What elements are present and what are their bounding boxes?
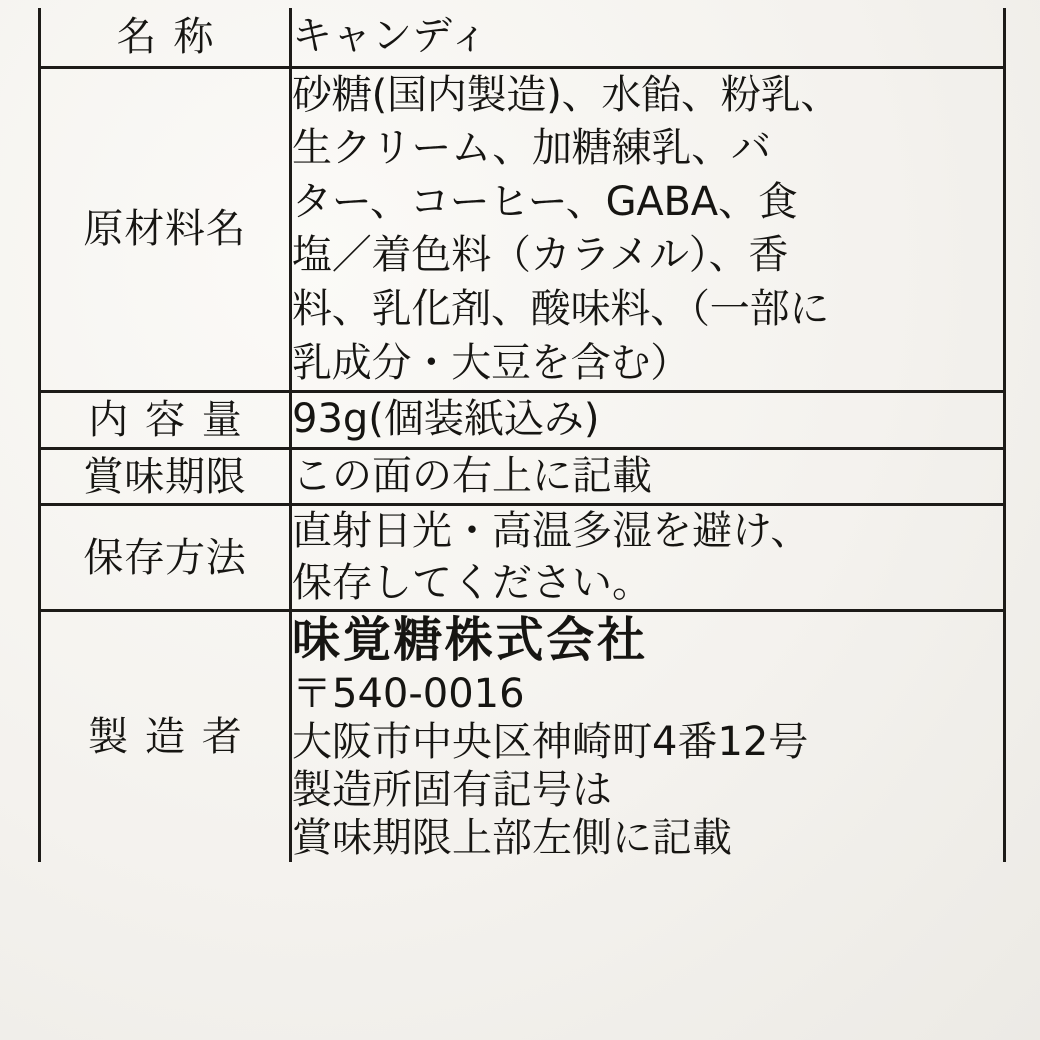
net-weight-text: 93g(個装紙込み) xyxy=(292,396,600,443)
ingredients-line-6: 乳成分・大豆を含む） xyxy=(292,339,690,386)
row-header-net-weight: 内容量 xyxy=(40,392,291,449)
row-header-name: 名称 xyxy=(40,8,291,67)
row-header-storage: 保存方法 xyxy=(40,505,291,610)
ingredients-line-4: 塩／着色料（カラメル）、香 xyxy=(292,232,789,279)
table-row-best-before xyxy=(40,448,1005,505)
best-before-text: この面の右上に記載 xyxy=(292,452,652,499)
manufacturer-postal-code: 〒540-0016 xyxy=(292,671,525,718)
row-value-best-before xyxy=(291,448,1005,505)
ingredients-line-1: 砂糖(国内製造)、水飴、粉乳、 xyxy=(292,71,841,118)
food-label xyxy=(38,8,1006,1034)
manufacturer-plant-code-note-2: 賞味期限上部左側に記載 xyxy=(292,815,732,862)
table-row-name xyxy=(40,8,1005,67)
manufacturer-plant-code-note-1: 製造所固有記号は xyxy=(292,767,612,814)
manufacturer-company-name: 味覚糖株式会社 xyxy=(292,611,649,668)
table-row-storage xyxy=(40,505,1005,610)
food-label-table xyxy=(38,8,1006,862)
row-value-manufacturer xyxy=(291,610,1005,862)
row-value-storage xyxy=(291,505,1005,610)
table-row-ingredients xyxy=(40,67,1005,392)
row-value-name xyxy=(291,8,1005,67)
ingredients-line-2: 生クリーム、加糖練乳、バ xyxy=(292,125,771,172)
storage-line-1: 直射日光・高温多湿を避け、 xyxy=(292,508,811,555)
ingredients-line-3: ター、コーヒー、GABA、食 xyxy=(292,178,798,225)
table-row-net-weight xyxy=(40,392,1005,449)
table-row-manufacturer xyxy=(40,610,1005,862)
ingredients-line-5: 料、乳化剤、酸味料、（一部に xyxy=(292,285,830,332)
row-header-best-before: 賞味期限 xyxy=(40,448,291,505)
row-value-ingredients xyxy=(291,67,1005,392)
manufacturer-address: 大阪市中央区神崎町4番12号 xyxy=(292,719,809,766)
storage-line-2: 保存してください。 xyxy=(292,559,652,606)
product-name-text: キャンディ xyxy=(292,13,489,59)
row-value-net-weight xyxy=(291,392,1005,449)
row-header-ingredients: 原材料名 xyxy=(40,67,291,392)
row-header-manufacturer: 製造者 xyxy=(40,610,291,862)
